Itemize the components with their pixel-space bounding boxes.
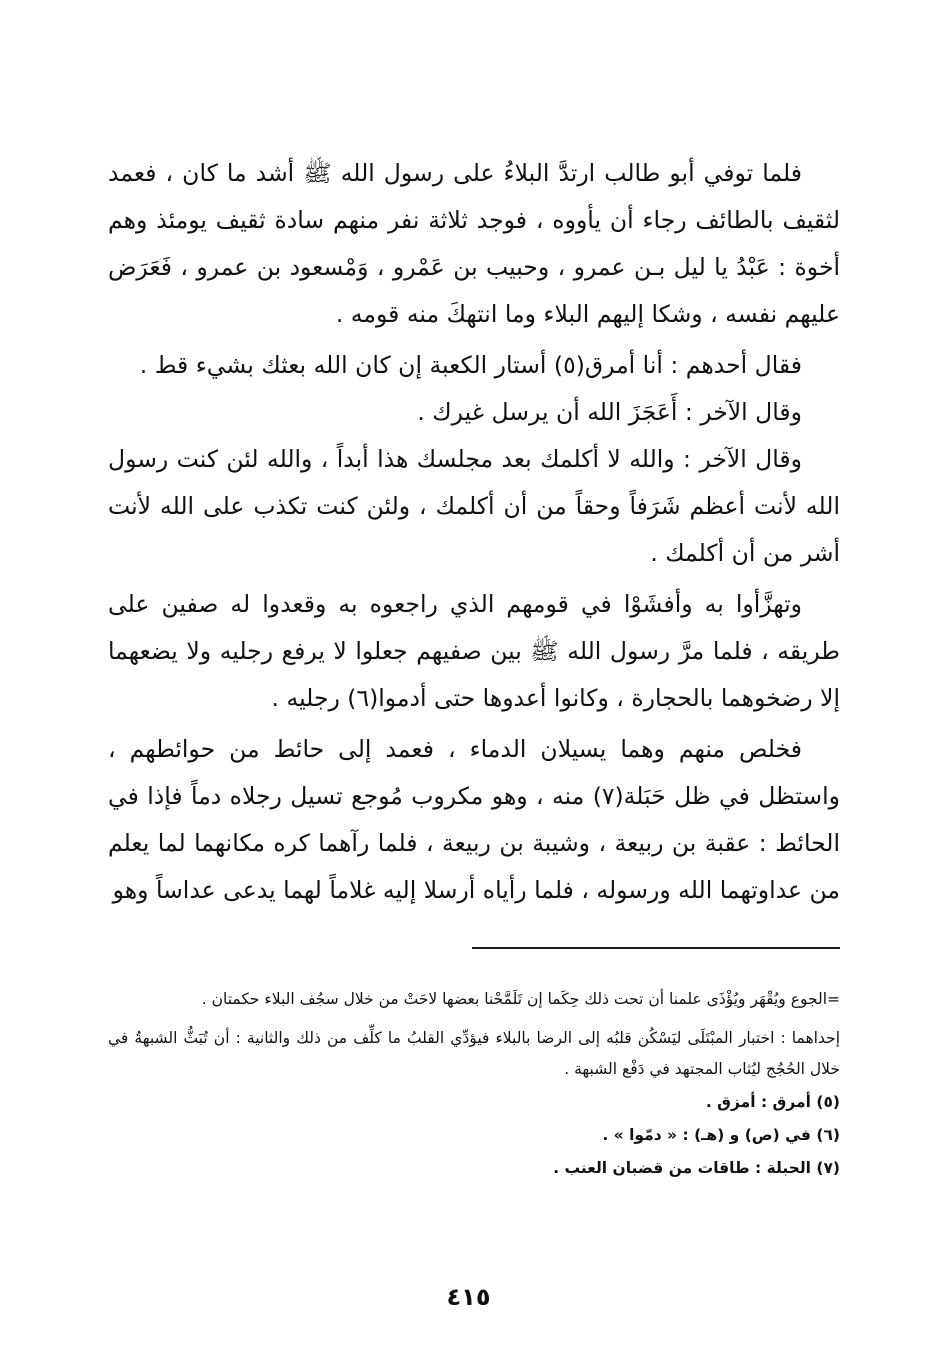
footnote-continuation: =الجوع ويُقْهَر ويُؤْذَى علمنا أن تحت ذلك حِكَما إن تَلَمَّحْنا بعضها لاحَتْ من خلال سجُف البلاء حكمتان . — [201, 990, 840, 1008]
main-text — [108, 150, 840, 914]
paragraph-2: فقال أحدهم : أنا أمرق(٥) أستار الكعبة إن كان الله بعثك بشيء قط . — [139, 351, 802, 379]
footnotes — [108, 984, 840, 1184]
footnote-separator — [472, 947, 840, 949]
paragraph-6: فخلص منهم وهما يسيلان الدماء ، فعمد إلى حائط من حوائطهم ، واستظل في ظل حَبَلة(٧) منه ، وهو مكروب مُوجع تسيل رجلاه دماً فإذا في الحائط : عقبة بن ربيعة ، وشيبة بن ربيعة ، فلما رآهما كره مكانهما لما يعلم من عداوتهما الله ورسوله ، فلما رأياه أرسلا إليه غلاماً لهما يدعى عداساً وهو — [108, 735, 840, 904]
paragraph-3: وقال الآخر : أَعَجَزَ الله أن يرسل غيرك . — [417, 398, 802, 426]
footnote-7: (٧) الحبلة : طاقات من قضبان العنب . — [553, 1159, 840, 1177]
page-number: ٤١٥ — [446, 1283, 491, 1311]
footnote-6: (٦) في (ص) و (هـ) : « دمّوا » . — [602, 1126, 840, 1144]
footnote-explanation: إحداهما : اختبار المبْتَلَى ليَسْكُن قلبُه إلى الرضا بالبلاء فيؤدِّي القلبُ ما كلِّف من ذلك والثانية : أن تُبَثُّ الشبهةُ في خلال الحُجُج ليُثاب المجتهد في دَفْع الشبهة . — [108, 1029, 840, 1078]
footnote-5: (٥) أمرق : أمزق . — [705, 1093, 840, 1111]
paragraph-4: وقال الآخر : والله لا أكلمك بعد مجلسك هذا أبداً ، والله لئن كنت رسول الله لأنت أعظم شَرَفاً وحقاً من أن أكلمك ، ولئن كنت تكذب على الله لأنت أشر من أن أكلمك . — [108, 445, 840, 567]
paragraph-1: فلما توفي أبو طالب ارتدَّ البلاءُ على رسول الله ﷺ أشد ما كان ، فعمد لثقيف بالطائف رجاء أن يأووه ، فوجد ثلاثة نفر منهم سادة ثقيف يومئذ وهم أخوة : عَبْدُ يا ليل بـن عمرو ، وحبيب بن عَمْرو ، وَمْسعود بن عمرو ، فَعَرَض عليهم نفسه ، وشكا إليهم البلاء وما انتهكَ منه قومه . — [108, 159, 840, 328]
paragraph-5: وتهزَّأوا به وأفشَوْا في قومهم الذي راجعوه به وقعدوا له صفين على طريقه ، فلما مرَّ رسول الله ﷺ بين صفيهم جعلوا لا يرفع رجليه ولا يضعهما إلا رضخوهما بالحجارة ، وكانوا أعدوها حتى أدموا(٦) رجليه . — [108, 590, 840, 712]
